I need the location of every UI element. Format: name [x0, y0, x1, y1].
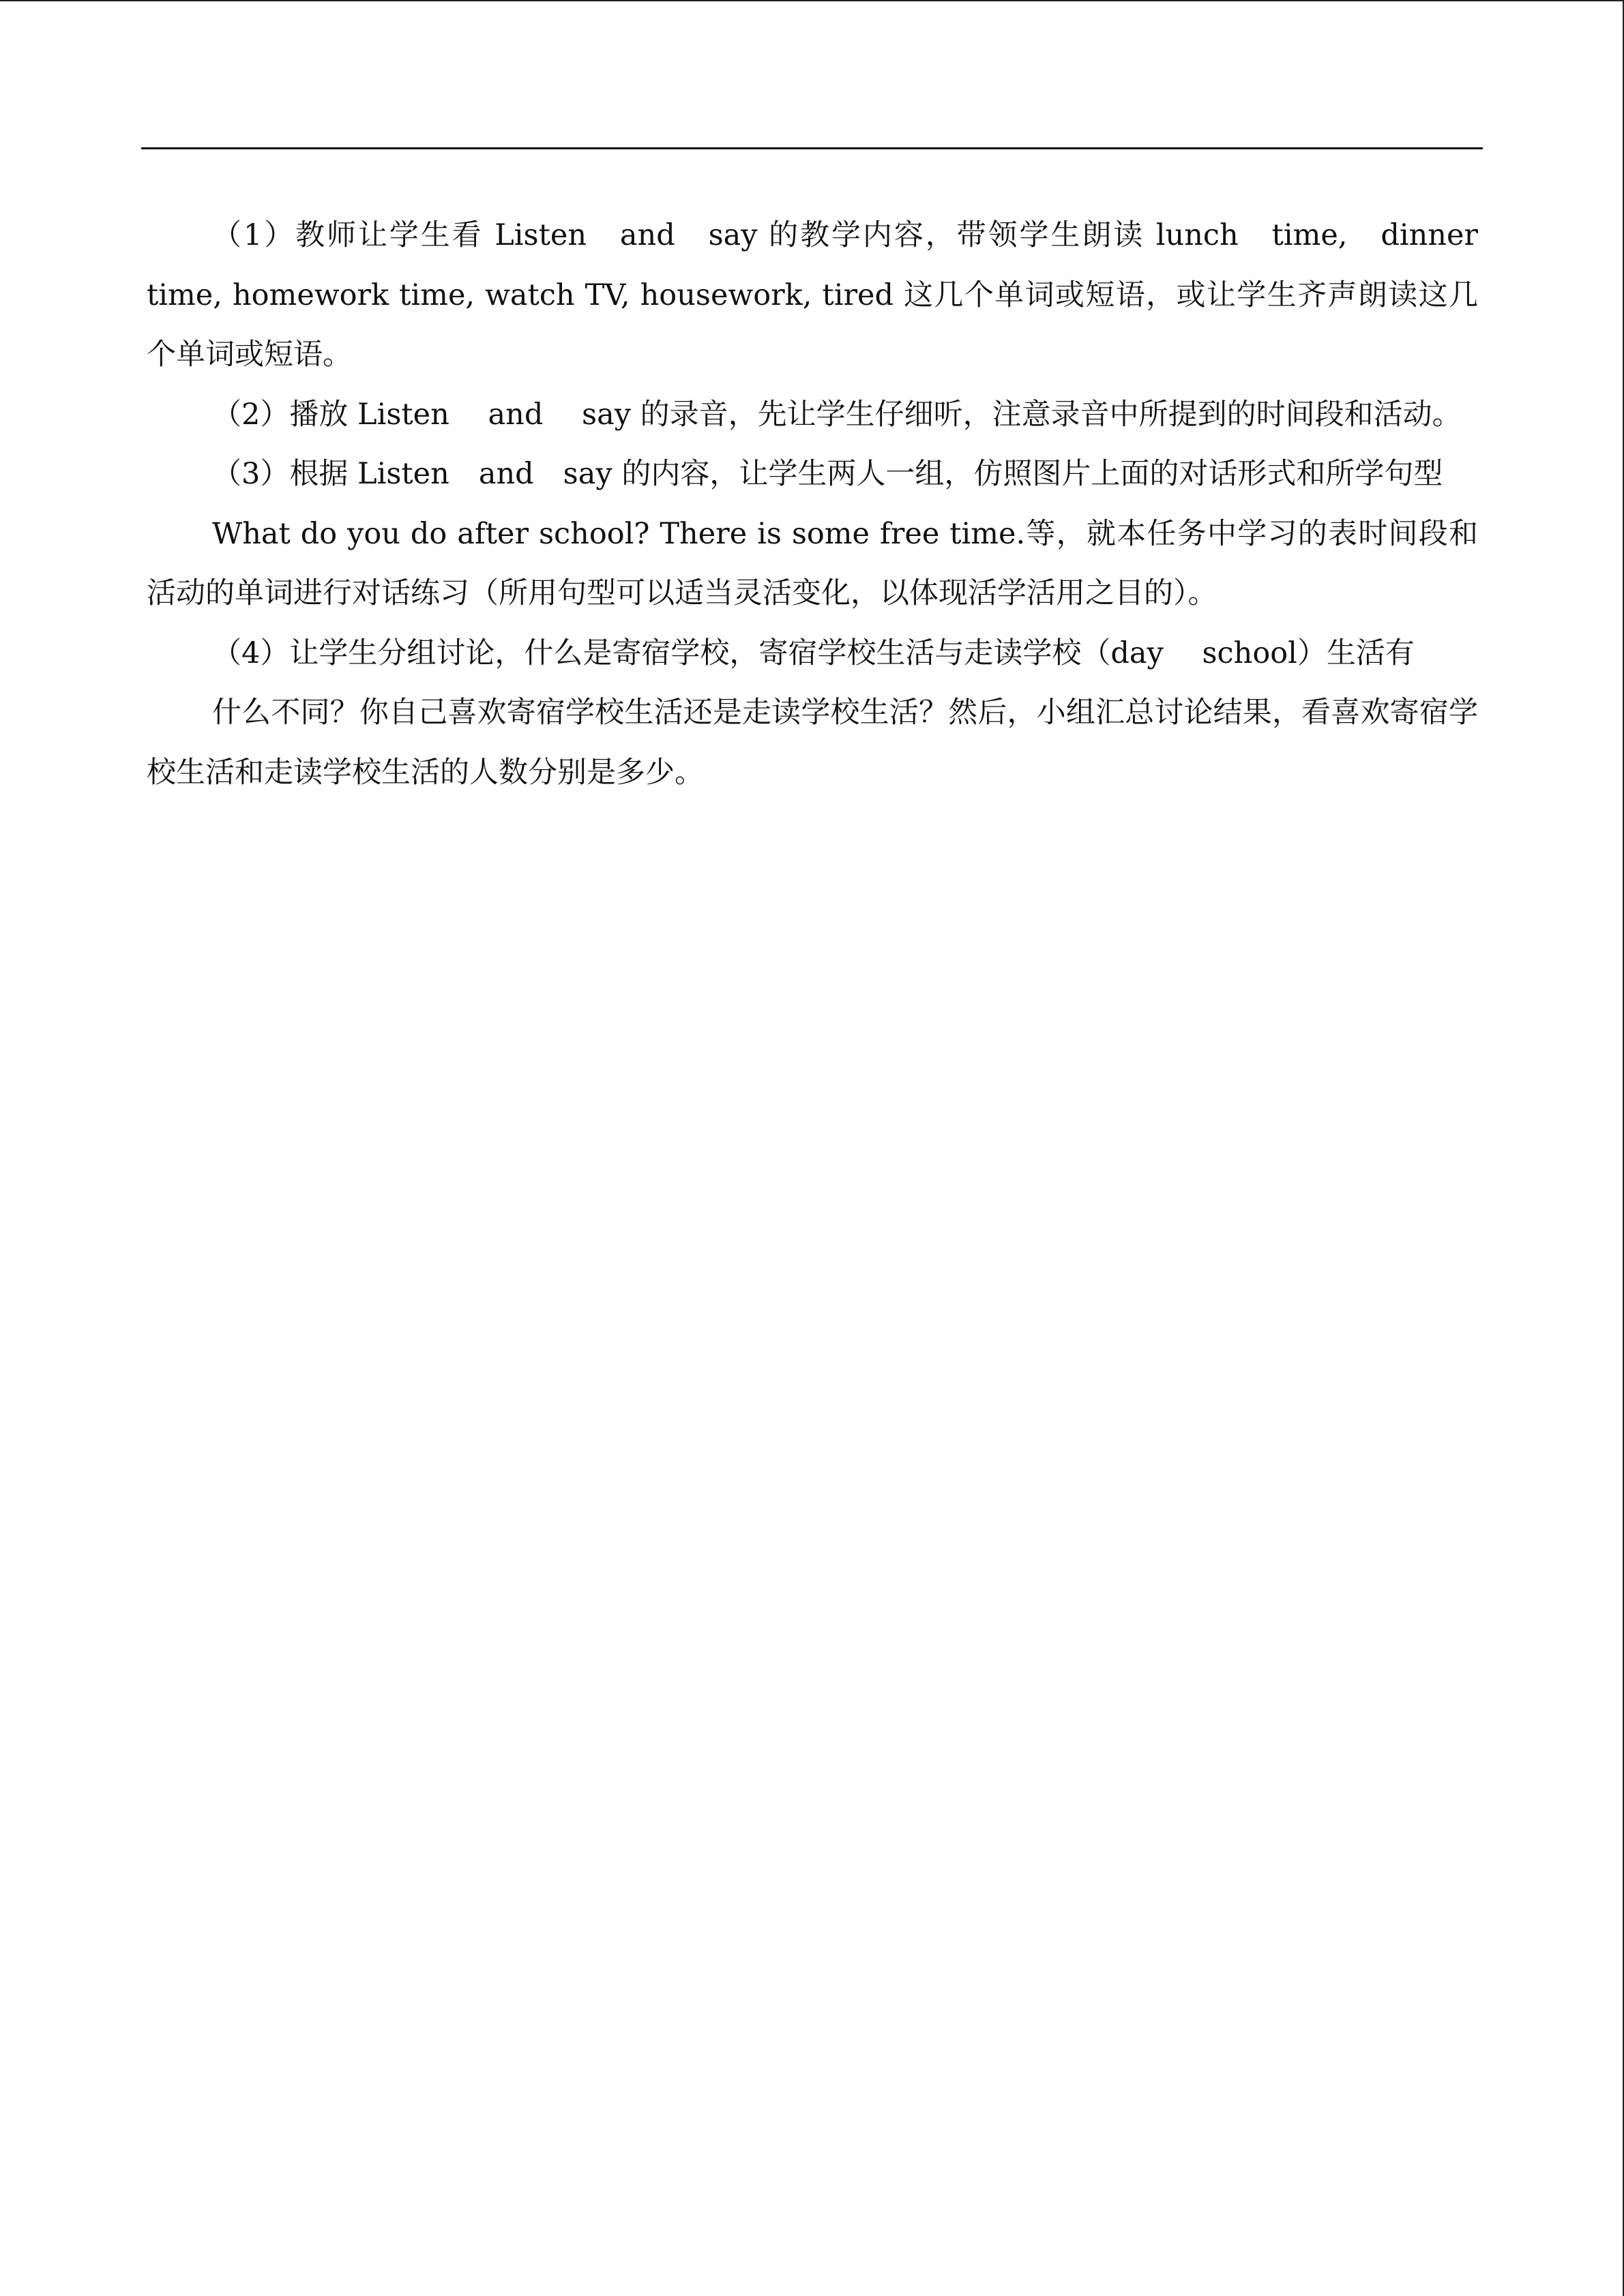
paragraph-step-2: （2）播放 Listen and say 的录音，先让学生仔细听，注意录音中所提到的时间段和活动。 [212, 397, 1462, 432]
document-body [147, 206, 1507, 803]
paragraph-step-3-continued: What do you do after school? There is some free time.等，就本任务中学习的表时间段和活动的单词进行对话练习（所用句型可以适当灵活变化，以体现活学活用之目的）。 [147, 516, 1478, 610]
paragraph-step-4: （4）让学生分组讨论，什么是寄宿学校，寄宿学校生活与走读学校（day school）生活有 [212, 636, 1415, 670]
paragraph-step-1: （1）教师让学生看 Listen and say 的教学内容，带领学生朗读 lunch time, dinner time, homework time, watch TV, housework, tired 这几个单词或短语，或让学生齐声朗读这几个单词或短语。 [147, 218, 1507, 372]
paragraph-step-3: （3）根据 Listen and say 的内容，让学生两人一组，仿照图片上面的对话形式和所学句型 [212, 457, 1443, 491]
paragraph-step-4-continued: 什么不同？你自己喜欢寄宿学校生活还是走读学校生活？然后，小组汇总讨论结果，看喜欢寄宿学校生活和走读学校生活的人数分别是多少。 [147, 696, 1478, 790]
header-rule [141, 147, 1483, 149]
